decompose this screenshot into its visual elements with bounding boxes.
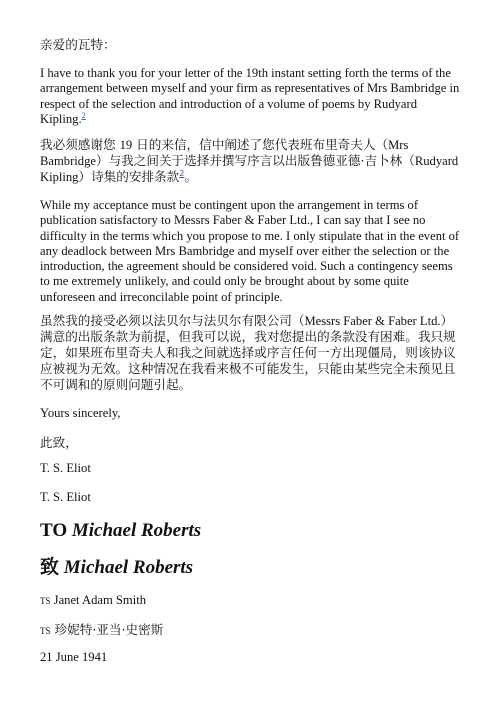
- recipient-heading-en: [40, 519, 462, 543]
- source-name-en: Janet Adam Smith: [53, 593, 147, 607]
- paragraph-1-en-text: I have to thank you for your letter of the 19th instant setting forth the terms of the arrangement between myself and your firm as representatives of Mrs Bambridge in respect of the selection and introduction of a volume of poems by Rudyard Kipling.: [40, 66, 460, 126]
- closing-en: Yours sincerely,: [40, 406, 121, 420]
- recipient-name-en: Michael Roberts: [71, 520, 202, 541]
- salutation-zh: 亲爱的瓦特：: [40, 37, 116, 52]
- signature-1: T. S. Eliot: [40, 461, 91, 475]
- paragraph-1-zh-text-d: ）诗集的安排条款: [78, 169, 180, 184]
- paragraph-1-zh-text-e: 。: [184, 169, 197, 184]
- letter-date: 21 June 1941: [40, 650, 108, 664]
- paragraph-1-zh-text-a: 我必须感谢您: [40, 137, 120, 152]
- source-line-en: [40, 593, 462, 609]
- paragraph-1-zh-latin-2: Rudyard Kipling: [40, 154, 459, 184]
- paragraph-2-en: While my acceptance must be contingent upon the arrangement in terms of publication satisfactory to Messrs Faber & Faber Ltd., I can say that I see no difficulty in the terms which you propose to me. I only stipulate that in the event of any deadlock between Mrs Bambridge and myself over either the selection or the introduction, the agreement should be considered void. Such a contingency seems to me extremely unlikely, and could only be brought about by some quite unforeseen and irreconcilable point of principle.: [40, 198, 460, 304]
- signature-2: T. S. Eliot: [40, 490, 91, 504]
- paragraph-1-zh: [40, 137, 462, 185]
- recipient-prefix-en: TO: [40, 520, 68, 541]
- ts-label-zh: TS: [40, 626, 51, 636]
- paragraph-1-zh-text-c: ）与我之间关于选择并撰写序言以出版鲁德亚德·吉卜林（: [95, 153, 415, 168]
- footnote-link[interactable]: 2: [81, 110, 86, 120]
- paragraph-1-zh-latin-1: Mrs Bambridge: [40, 138, 409, 168]
- recipient-name-zh: Michael Roberts: [63, 557, 194, 578]
- paragraph-1-zh-text-b: 日的来信，信中阐述了您代表班布里奇夫人（: [132, 137, 389, 152]
- source-line-zh: [40, 622, 462, 639]
- recipient-heading-zh: [40, 555, 462, 580]
- paragraph-2-zh-latin: Messrs Faber & Faber Ltd.: [304, 314, 441, 328]
- paragraph-1-zh-number: 19: [119, 138, 133, 152]
- recipient-prefix-zh: 致: [40, 556, 60, 578]
- paragraph-2-zh-text-b: ）满意的出版条款为前提，但我可以说，我对您提出的条款没有困难。我只规定，如果班布里奇夫人和我之间就选择或序言任何一方出现僵局，则该协议应被视为无效。这种情况在我看来极不可能发生，只能由某些完全未预见且不可调和的原则问题引起。: [40, 313, 456, 392]
- source-name-zh: 珍妮特·亚当·史密斯: [54, 622, 164, 637]
- paragraph-2-zh: [40, 313, 462, 393]
- ts-label: TS: [40, 596, 51, 606]
- closing-zh: 此致，: [40, 435, 78, 450]
- paragraph-2-zh-text-a: 虽然我的接受必须以法贝尔与法贝尔有限公司（: [40, 313, 305, 328]
- paragraph-1-en: [40, 66, 462, 127]
- footnote-link-zh[interactable]: 2: [179, 168, 185, 178]
